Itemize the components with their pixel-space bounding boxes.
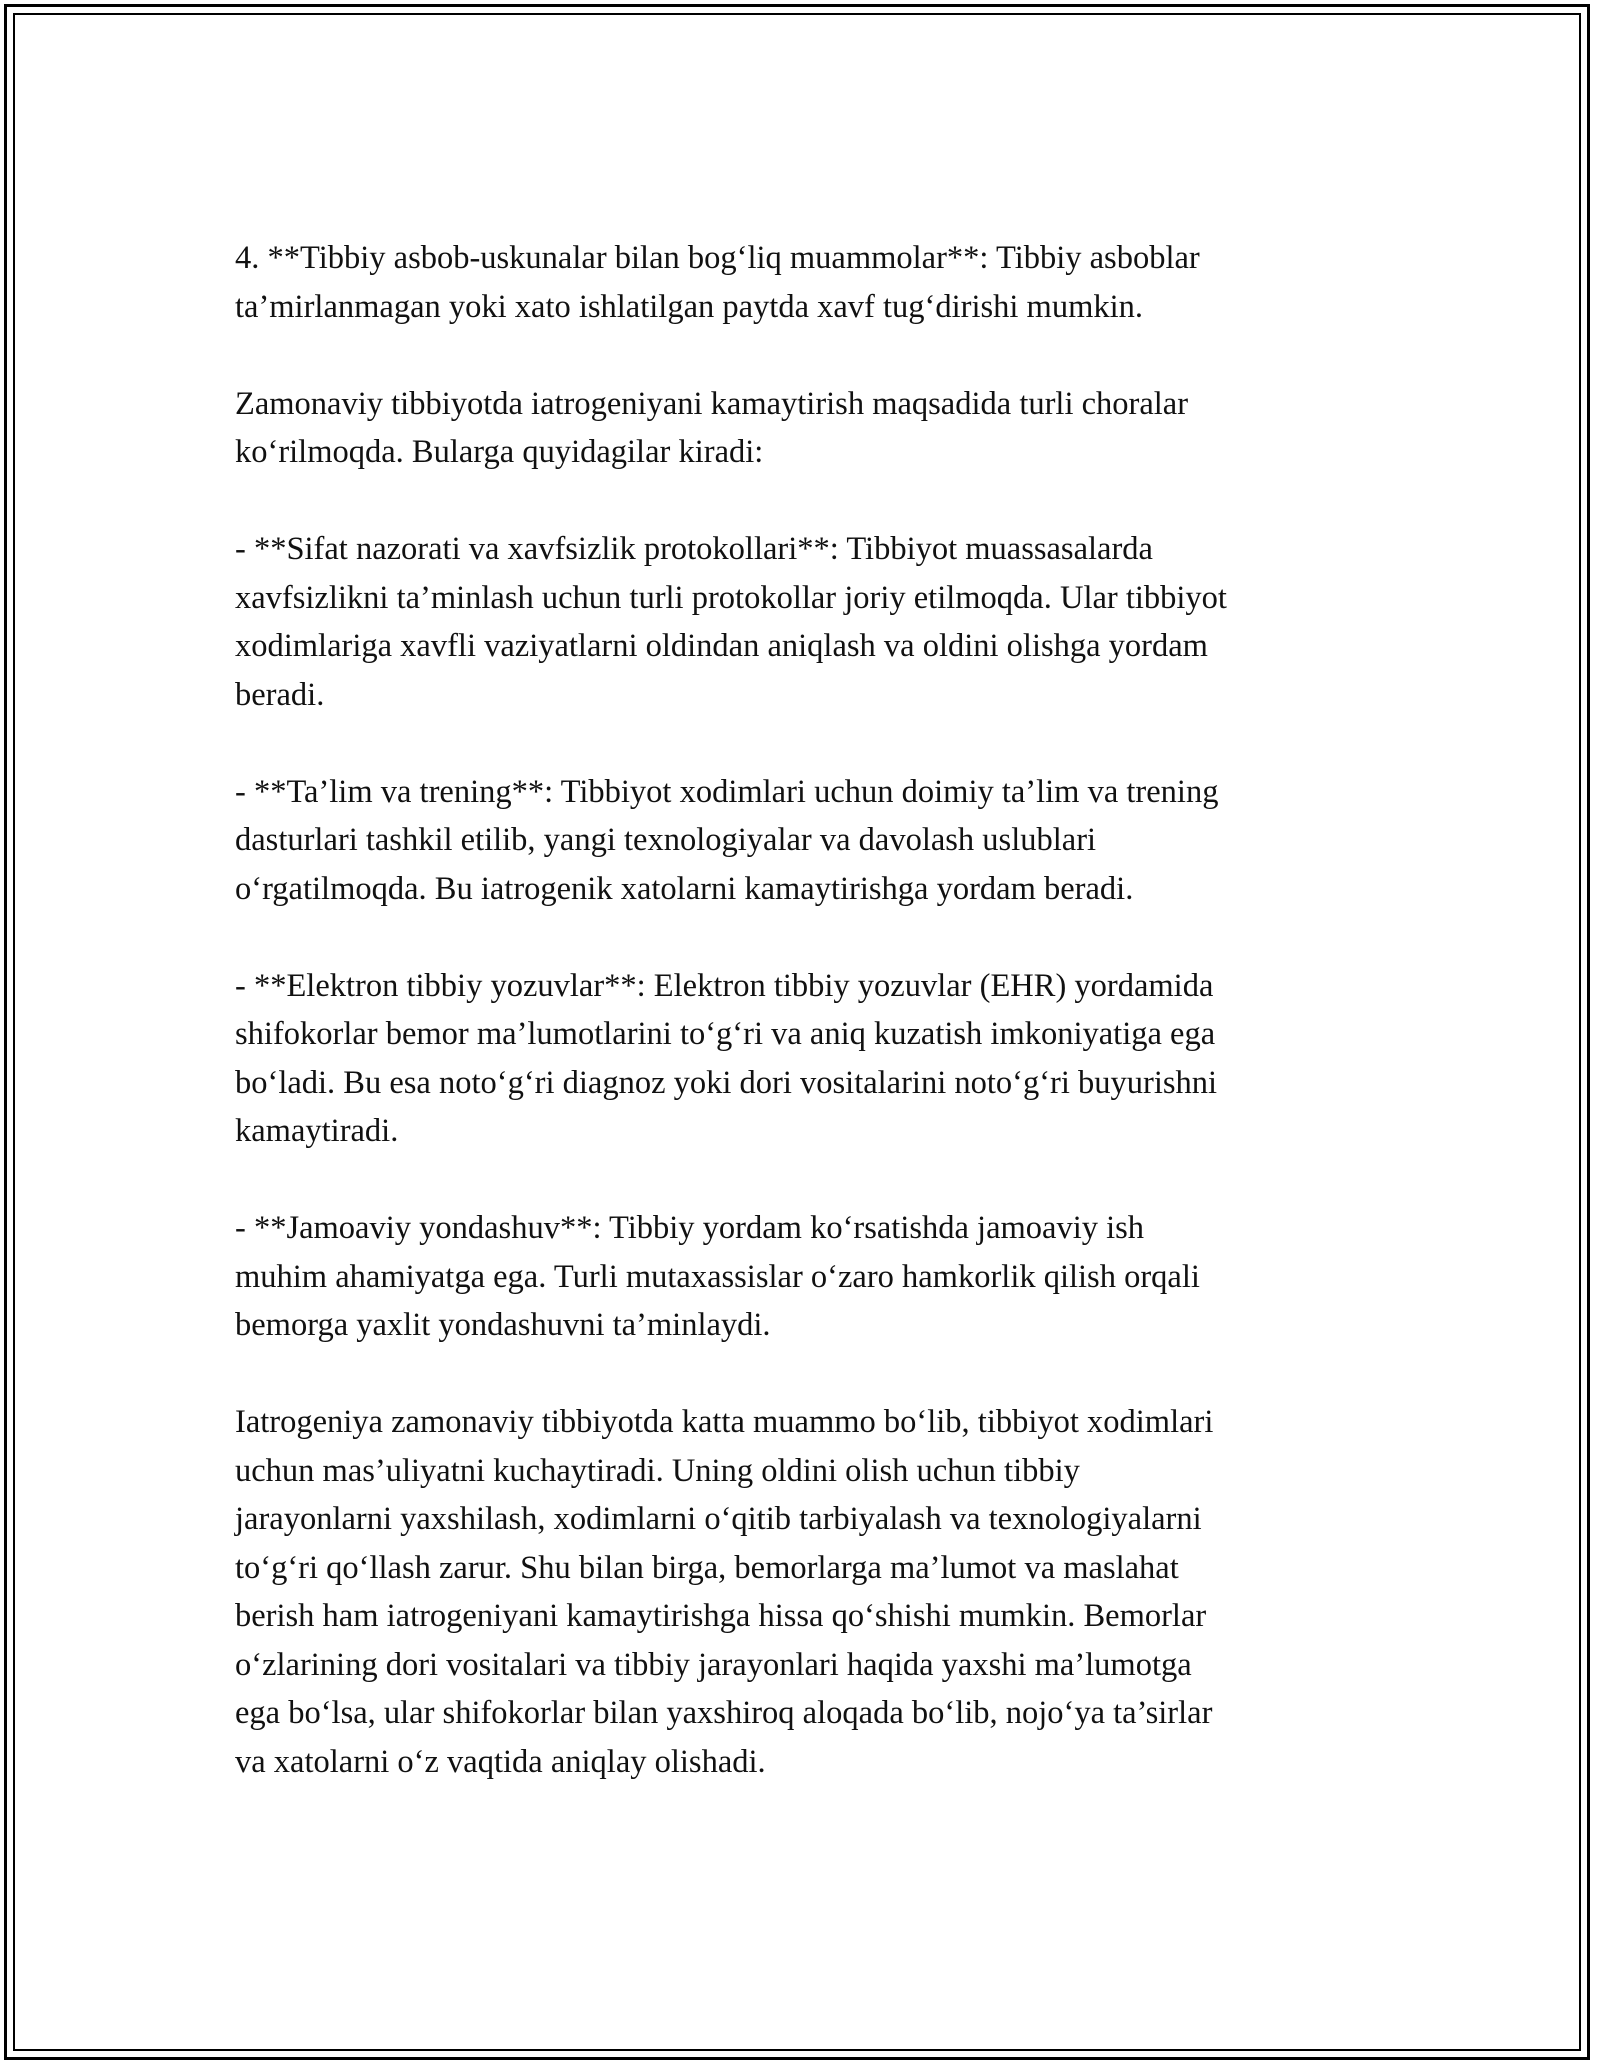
list-item-team-approach: - **Jamoaviy yondashuv**: Tibbiy yordam ko‘rsatishda jamoaviy ish muhim ahamiyatga ega. Turli mutaxassislar o‘zaro hamkorlik qilish orqali bemorga yaxlit yondashuvni ta’minlaydi.	[235, 1210, 1200, 1343]
list-item-training: - **Ta’lim va trening**: Tibbiyot xodimlari uchun doimiy ta’lim va trening dasturlari tashkil etilib, yangi texnologiyalar va davolash uslublari o‘rgatilmoqda. Bu iatrogenik xatolarni kamaytirishga yordam beradi.	[235, 773, 1219, 907]
list-item-electronic-records: - **Elektron tibbiy yozuvlar**: Elektron tibbiy yozuvlar (EHR) yordamida shifokorlar bemor ma’lumotlarini to‘g‘ri va aniq kuzatish imkoniyatiga ega bo‘ladi. Bu esa noto‘g‘ri diagnoz yoki dori vositalarini noto‘g‘ri buyurishni kamaytiradi.	[235, 967, 1218, 1149]
paragraph-intro-measures: Zamonaviy tibbiyotda iatrogeniyani kamaytirish maqsadida turli choralar ko‘rilmoqda. Bularga quyidagilar kiradi:	[235, 385, 1189, 470]
paragraph-medical-equipment: 4. **Tibbiy asbob-uskunalar bilan bog‘liq muammolar**: Tibbiy asboblar ta’mirlanmagan yoki xato ishlatilgan paytda xavf tug‘dirishi mumkin.	[235, 240, 1200, 325]
list-item-quality-control: - **Sifat nazorati va xavfsizlik protokollari**: Tibbiyot muassasalarda xavfsizlikni ta’minlash uchun turli protokollar joriy etilmoqda. Ular tibbiyot xodimlariga xavfli vaziyatlarni oldindan aniqlash va oldini olishga yordam beradi.	[235, 531, 1227, 713]
document-body	[235, 234, 1360, 1835]
paragraph-conclusion: Iatrogeniya zamonaviy tibbiyotda katta muammo bo‘lib, tibbiyot xodimlari uchun mas’uliyatni kuchaytiradi. Uning oldini olish uchun tibbiy jarayonlarni yaxshilash, xodimlarni o‘qitib tarbiyalash va texnologiyalarni to‘g‘ri qo‘llash zarur. Shu bilan birga, bemorlarga ma’lumot va maslahat berish ham iatrogeniyani kamaytirishga hissa qo‘shishi mumkin. Bemorlar o‘zlarining dori vositalari va tibbiy jarayonlari haqida yaxshi ma’lumotga ega bo‘lsa, ular shifokorlar bilan yaxshiroq aloqada bo‘lib, nojo‘ya ta’sirlar va xatolarni o‘z vaqtida aniqlay olishadi.	[235, 1404, 1214, 1780]
